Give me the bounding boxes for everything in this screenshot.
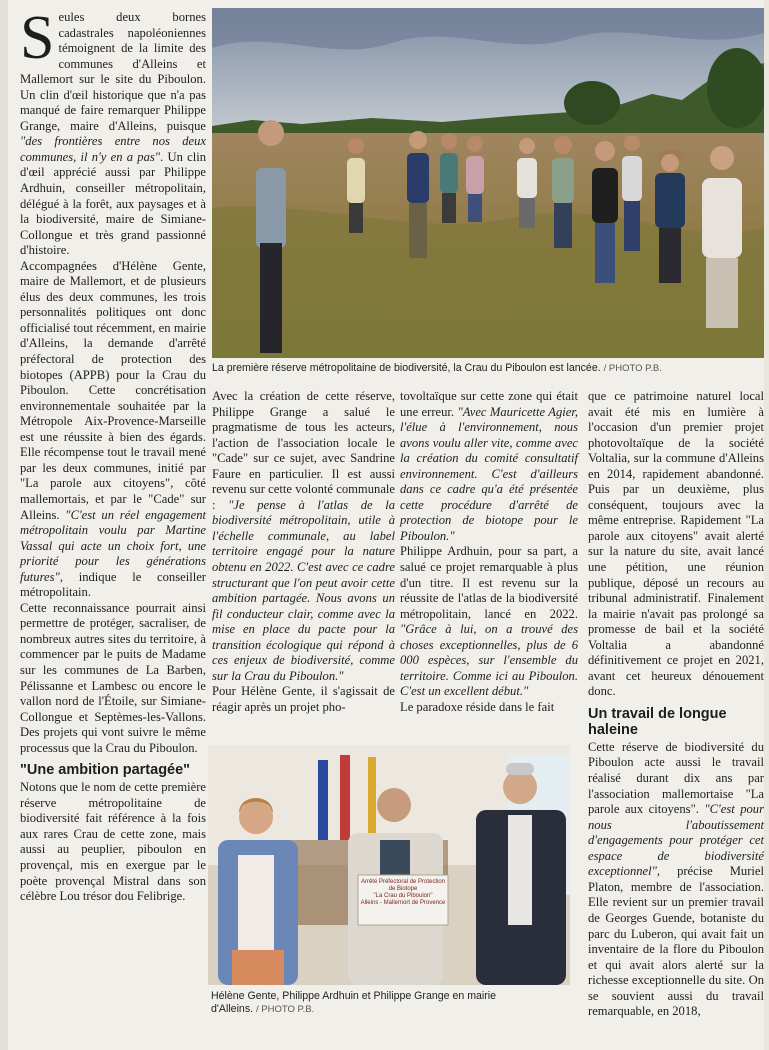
page-edge-right (764, 0, 769, 1050)
paragraph: Pour Hélène Gente, il s'agissait de réagir après un projet pho- (212, 684, 395, 714)
photo-mairie (208, 745, 570, 985)
drop-cap: S (20, 4, 55, 72)
photo1-caption: La première réserve métropolitaine de biodiversité, la Crau du Piboulon est lancée. / PHOTO P.B. (212, 362, 662, 374)
article-column-1 (20, 4, 206, 905)
paragraph: Seules deux bornes cadastrales napoléoniennes témoignent de la limite des communes d'Alleins et Mallemort sur le site du Piboulon. Un clin d'œil historique que n'a pas manqué de faire remarquer Philippe Grange, maire d'Alleins, puisque "des frontières entre nos deux communes, il n'y en a pas". Un clin d'œil apprécié aussi par Philippe Ardhuin, conseiller métropolitain, délégué à la forêt, aux paysages et à la biodiversité, maire de Simiane-Collongue et très grand passionné d'histoire. (20, 4, 206, 258)
paragraph: Le paradoxe réside dans le fait (400, 699, 555, 714)
paragraph: Notons que le nom de cette première réserve métropolitaine de biodiversité fait référence à la fois aux rares Crau de cette zone, mais aussi au peuplier, piboulon en provençal, mis en exergue par le poète provençal Mistral dans son célèbre Lou trésor dou Felibrige. (20, 780, 206, 904)
paragraph: tovoltaïque sur cette zone qui était une erreur. "Avec Mauricette Agier, l'élue à l'environnement, nous avons voulu aller vite, comme avec la création du comité consultatif environnement. C'est d'ailleurs dans ce cadre qu'a été présentée cette procédure d'arrêté de protection de biotope pour le Piboulon." (400, 389, 578, 543)
photo-site-visit (212, 8, 764, 358)
article-column-3 (400, 389, 578, 715)
photo-illustration (212, 8, 764, 358)
paragraph: que ce patrimoine naturel local avait été mis en lumière à l'occasion d'un premier projet photovoltaïque de la société Voltalia, sur la commune d'Alleins en 2014, rapidement abandonné. Puis par un deuxième, plus conséquent, toujours avec la même entreprise. Rapidement "La parole aux citoyens" avait alerté sur la nature du site, avait lancé une pétition, une réunion publique, déposé un recours au tribunal administratif. Finalement la mairie n'avait pas prolongé sa promesse de bail et la société Voltalia a abandonné définitivement ce projet en 2021, avant cet heureux dénouement donc. (588, 389, 764, 699)
section-heading: "Une ambition partagée" (20, 762, 191, 779)
section-heading: Un travail de longue haleine (588, 705, 727, 738)
paragraph: Avec la création de cette réserve, Philippe Grange a salué le pragmatisme de tous les acteurs, l'action de l'association locale le "Cade" sur ce sujet, avec Sandrine Faure en particulier. Il est aussi revenu sur cette volonté communale : "Je pense à l'atlas de la biodiversité métropolitain, utile à l'échelle communale, au label territoire engagé pour la nature obtenu en 2022. C'est avec ce cadre structurant que l'on peut avoir cette ambition partagée. Nous avons un fil conducteur clair, comme avec la mise en place du pacte pour la transition écologique qui répond à ces enjeux de biodiversité, comme sur la Crau du Piboulon." (212, 389, 395, 683)
article-column-2 (212, 389, 395, 715)
photo2-illustration (208, 745, 570, 985)
paragraph: Accompagnées d'Hélène Gente, maire de Mallemort, et de plusieurs élus des deux communes, les trois personnalités politiques ont donc officialisé tout récemment, en mairie d'Alleins, la demande d'arrêté préfectoral de protection des biotopes (APPB) pour la Crau du Piboulon. Cette concrétisation environnementale souhaitée par la Métropole Aix-Provence-Marseille est une réussite à bien des égards. Elle récompense tout le travail mené par les deux communes, initié par "La parole aux citoyens", côté mallemortais, et par le "Cade" sur Alleins. "C'est un réel engagement métropolitain voulu par Martine Vassal qui acte un choix fort, une priorité pour les générations futures", indique le conseiller métropolitain. (20, 258, 206, 600)
paragraph: Cette reconnaissance pourrait ainsi permettre de protéger, sacraliser, de nombreux autres sites du territoire, à commencer par le puits de Madame sur les communes de La Barben, Pélissanne et Lambesc ou encore le vallon nord de l'Étoile, sur Simiane-Collongue et Septèmes-les-Vallons. Des projets qui vont suivre le même processus que la Crau du Piboulon. (20, 600, 206, 755)
photo2-caption: Hélène Gente, Philippe Ardhuin et Philippe Grange en mairie d'Alleins. / PHOTO P.B. (211, 990, 497, 1015)
article-column-4 (588, 389, 764, 1020)
paragraph: Philippe Ardhuin, pour sa part, a salué ce projet remarquable à plus d'un titre. Il est revenu sur la réussite de l'atlas de la biodiversité métropolitain, lancé en 2022. "Grâce à lui, on a trouvé des choses exceptionnelles, plus de 6 000 espèces, sur l'ensemble du territoire. Comme ici au Piboulon. C'est un excellent début." (400, 544, 578, 699)
photo2-banner: Arrêté Préfectoral de Protection de Biotope "La Crau du Piboulon" Alleins - Mallemort de Provence (360, 879, 446, 906)
page-edge-left (0, 0, 8, 1050)
paragraph: Cette réserve de biodiversité du Piboulon acte aussi le travail réalisé durant dix ans par l'association mallemortaise "La parole aux citoyens". "C'est pour nous l'aboutissement d'engagements pour protéger cet espace de biodiversité exceptionnel", précise Muriel Platon, membre de l'association. Elle revient sur un premier travail de Georges Guende, botaniste du parc du Luberon, qui avait fait un inventaire de la flore du Piboulon et qui avait alors alerté sur la richesse exceptionnelle du site. On se souvient aussi du travail remarquable, en 2018, (588, 739, 765, 1019)
